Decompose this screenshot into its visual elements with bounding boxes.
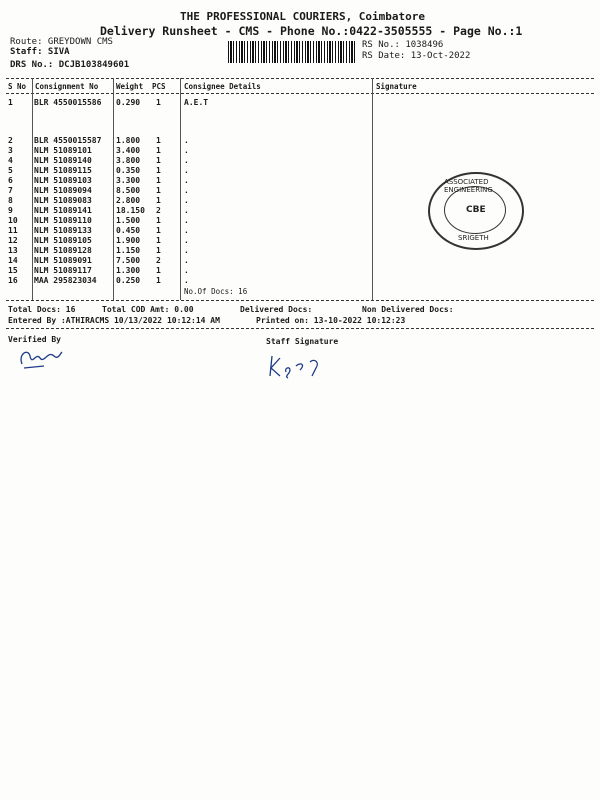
printed-on: Printed on: 13-10-2022 10:12:23 [256,316,406,325]
verified-by-label: Verified By [8,335,61,344]
row-pcs: 1 [156,246,161,255]
non-delivered-docs: Non Delivered Docs: [362,305,454,314]
row-weight: 7.500 [116,256,141,265]
row-weight: 1.800 [116,136,141,145]
row-sno: 7 [8,186,13,195]
table-top-rule [6,78,594,79]
stamp-top-text: ASSOCIATED ENGINEERING [444,178,493,194]
drs-number: DRS No.: DCJB103849601 [10,60,130,70]
row-weight: 3.800 [116,156,141,165]
company-title: THE PROFESSIONAL COURIERS, Coimbatore [180,10,426,23]
row-consignee-details: . [184,196,189,205]
row-sno: 14 [8,256,18,265]
row-weight: 8.500 [116,186,141,195]
route-label: Route: GREYDOWN CMS [10,37,113,47]
row-pcs: 1 [156,166,161,175]
row-pcs: 1 [156,236,161,245]
row-pcs: 1 [156,226,161,235]
row-consignment-no: NLM 51089105 [34,236,92,245]
row-sno: 8 [8,196,13,205]
no-of-docs: No.Of Docs: 16 [184,287,248,296]
row-consignment-no: NLM 51089094 [34,186,92,195]
row-weight: 1.150 [116,246,141,255]
row-consignee-details: . [184,146,189,155]
row-weight: 1.300 [116,266,141,275]
rs-number: RS No.: 1038496 [362,40,444,50]
delivered-docs: Delivered Docs: [240,305,313,314]
row-sno: 2 [8,136,13,145]
runsheet-subtitle: Delivery Runsheet - CMS - Phone No.:0422-3505555 - Page No.:1 [100,24,523,38]
row-pcs: 1 [156,156,161,165]
row-pcs: 1 [156,196,161,205]
row-consignment-no: NLM 51089128 [34,246,92,255]
col-divider [113,78,114,300]
row-consignment-no: NLM 51089117 [34,266,92,275]
row-sno: 16 [8,276,18,285]
row-consignee-details: . [184,176,189,185]
row-weight: 1.900 [116,236,141,245]
row-pcs: 1 [156,136,161,145]
row-consignment-no: NLM 51089103 [34,176,92,185]
col-divider [372,78,373,300]
stamp-center-text: CBE [466,205,486,215]
row-sno: 9 [8,206,13,215]
col-header-consignee: Consignee Details [184,82,261,91]
row-weight: 0.350 [116,166,141,175]
row-pcs: 1 [156,176,161,185]
row-sno: 5 [8,166,13,175]
row-sno: 13 [8,246,18,255]
row-consignee-details: . [184,166,189,175]
col-header-weight: Weight [116,82,144,91]
total-cod-amount: Total COD Amt: 0.00 [102,305,194,314]
row-consignment-no: BLR 4550015586 [34,98,102,107]
row-weight: 0.250 [116,276,141,285]
row-pcs: 1 [156,276,161,285]
table-bottom-rule [6,300,594,301]
row-weight: 18.150 [116,206,145,215]
row-sno: 6 [8,176,13,185]
row-weight: 3.400 [116,146,141,155]
row-sno: 10 [8,216,18,225]
row-consignment-no: NLM 51089133 [34,226,92,235]
row-consignment-no: NLM 51089091 [34,256,92,265]
row-consignee-details: . [184,156,189,165]
row-consignee-details: . [184,226,189,235]
verifier-signature [14,344,64,372]
row-consignment-no: NLM 51089083 [34,196,92,205]
staff-signature [266,350,336,380]
row-consignee-details: . [184,236,189,245]
row-consignee-details: . [184,186,189,195]
row-sno: 15 [8,266,18,275]
row-pcs: 1 [156,186,161,195]
row-pcs: 1 [156,266,161,275]
row-pcs: 2 [156,256,161,265]
row-pcs: 1 [156,216,161,225]
col-header-consignment: Consignment No [35,82,99,91]
staff-label: Staff: SIVA [10,47,70,57]
row-consignee-details: . [184,256,189,265]
row-consignment-no: NLM 51089115 [34,166,92,175]
row-consignment-no: BLR 4550015587 [34,136,102,145]
row-sno: 4 [8,156,13,165]
barcode [228,41,356,63]
row-weight: 2.800 [116,196,141,205]
row-consignment-no: MAA 295823034 [34,276,97,285]
row-weight: 1.500 [116,216,141,225]
row-weight: 0.450 [116,226,141,235]
table-header-rule [6,93,594,94]
rs-date: RS Date: 13-Oct-2022 [362,51,471,61]
row-consignee-details: . [184,216,189,225]
col-divider [32,78,33,300]
row-consignment-no: NLM 51089141 [34,206,92,215]
row-sno: 11 [8,226,18,235]
row-consignee-details: . [184,136,189,145]
row-pcs: 2 [156,206,161,215]
entered-by: Entered By :ATHIRACMS 10/13/2022 10:12:14 AM [8,316,220,325]
col-header-signature: Signature [376,82,417,91]
row-consignment-no: NLM 51089101 [34,146,92,155]
row-consignment-no: NLM 51089140 [34,156,92,165]
row-sno: 12 [8,236,18,245]
row-consignee-details: . [184,276,189,285]
row-consignee-details: . [184,266,189,275]
row-consignee-details: . [184,206,189,215]
row-consignee-details: A.E.T [184,98,209,107]
row-weight: 0.290 [116,98,141,107]
row-sno: 3 [8,146,13,155]
row-consignee-details: . [184,246,189,255]
row-pcs: 1 [156,98,161,107]
row-sno: 1 [8,98,13,107]
row-weight: 3.300 [116,176,141,185]
row-pcs: 1 [156,146,161,155]
footer-rule [6,328,594,329]
col-divider [180,78,181,300]
stamp-bottom-text: SRIGETH [458,234,489,242]
col-header-pcs: PCS [152,82,166,91]
col-header-sno: S No [8,82,27,91]
staff-signature-label: Staff Signature [266,337,339,346]
total-docs: Total Docs: 16 [8,305,76,314]
company-seal-stamp [428,172,524,250]
row-consignment-no: NLM 51089110 [34,216,92,225]
